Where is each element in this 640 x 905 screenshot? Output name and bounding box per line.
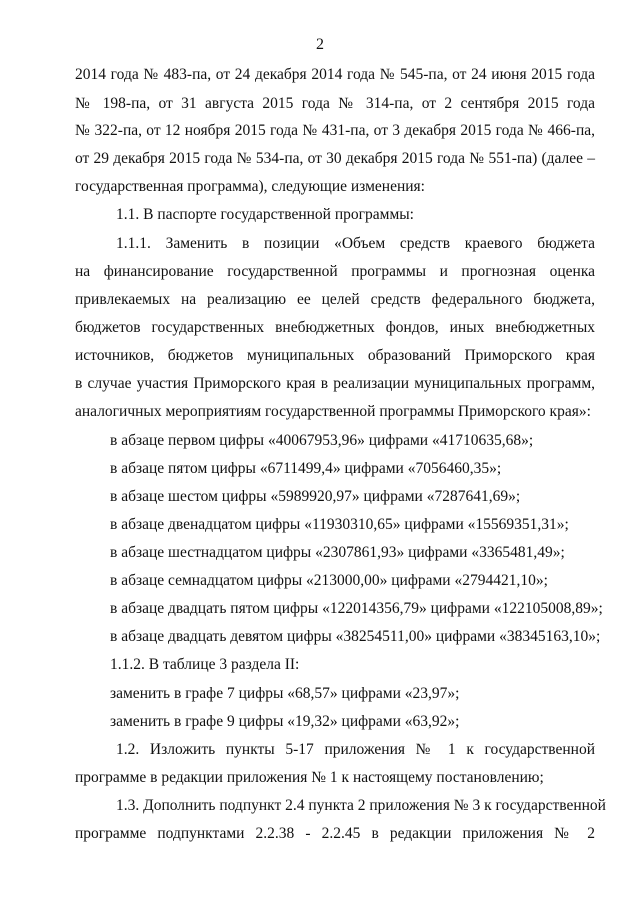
- text-line-10: бюджетов государственных внебюджетных фондов, иных внебюджетных: [75, 319, 595, 336]
- text-line-15: в абзаце пятом цифры «6711499,4» цифрами «7056460,35»;: [110, 460, 502, 477]
- text-line-21: в абзаце двадцать девятом цифры «38254511,00» цифрами «38345163,10»;: [110, 628, 601, 645]
- text-line-7: 1.1.1. Заменить в позиции «Объем средств краевого бюджета: [116, 235, 595, 252]
- text-line-16: в абзаце шестом цифры «5989920,97» цифрами «7287641,69»;: [110, 488, 521, 505]
- text-line-5: государственная программа), следующие изменения:: [75, 178, 425, 195]
- text-line-14: в абзаце первом цифры «40067953,96» цифрами «41710635,68»;: [110, 432, 534, 449]
- text-line-3: № 322-па, от 12 ноября 2015 года № 431-па, от 3 декабря 2015 года № 466-па,: [75, 122, 595, 139]
- text-line-26: программе в редакции приложения № 1 к настоящему постановлению;: [75, 769, 544, 786]
- text-line-24: заменить в графе 9 цифры «19,32» цифрами «63,92»;: [110, 713, 460, 730]
- text-line-1: 2014 года № 483-па, от 24 декабря 2014 года № 545-па, от 24 июня 2015 года: [75, 66, 595, 83]
- text-line-11: источников, бюджетов муниципальных образований Приморского края: [75, 347, 595, 364]
- text-line-23: заменить в графе 7 цифры «68,57» цифрами «23,97»;: [110, 685, 460, 702]
- text-line-6: 1.1. В паспорте государственной программы:: [116, 206, 414, 223]
- text-line-19: в абзаце семнадцатом цифры «213000,00» цифрами «2794421,10»;: [110, 572, 548, 589]
- text-line-27: 1.3. Дополнить подпункт 2.4 пункта 2 приложения № 3 к государственной: [116, 797, 606, 814]
- text-line-9: привлекаемых на реализацию ее целей средств федерального бюджета,: [75, 291, 595, 308]
- text-line-18: в абзаце шестнадцатом цифры «2307861,93» цифрами «3365481,49»;: [110, 544, 565, 561]
- text-line-20: в абзаце двадцать пятом цифры «122014356,79» цифрами «122105008,89»;: [110, 600, 603, 617]
- text-line-17: в абзаце двенадцатом цифры «11930310,65» цифрами «15569351,31»;: [110, 516, 569, 533]
- text-line-4: от 29 декабря 2015 года № 534-па, от 30 декабря 2015 года № 551-па) (далее –: [75, 150, 595, 167]
- text-line-22: 1.1.2. В таблице 3 раздела II:: [110, 656, 300, 673]
- text-line-8: на финансирование государственной программы и прогнозная оценка: [75, 263, 595, 280]
- text-line-13: аналогичных мероприятиям государственной программы Приморского края»:: [75, 403, 591, 420]
- text-line-25: 1.2. Изложить пункты 5-17 приложения № 1 к государственной: [116, 741, 595, 758]
- page-number: 2: [316, 36, 324, 53]
- text-line-12: в случае участия Приморского края в реализации муниципальных программ,: [75, 375, 595, 392]
- text-line-28: программе подпунктами 2.2.38 - 2.2.45 в редакции приложения № 2: [75, 825, 595, 842]
- text-line-2: № 198-па, от 31 августа 2015 года № 314-па, от 2 сентября 2015 года: [75, 95, 595, 112]
